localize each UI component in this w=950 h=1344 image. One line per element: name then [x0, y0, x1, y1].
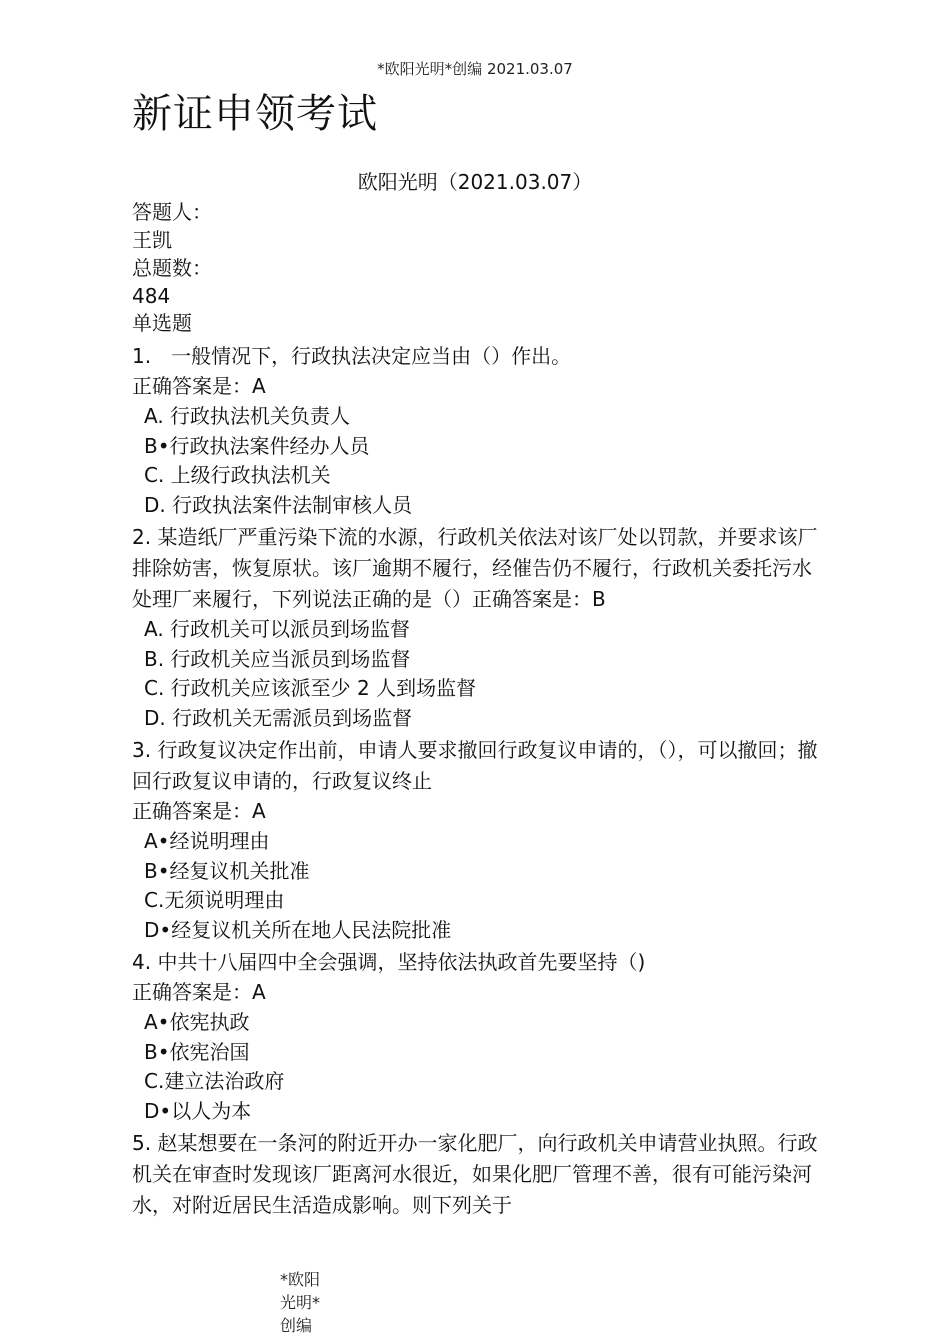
document-title: 新证申领考试	[132, 91, 378, 137]
option-d: D. 行政执法案件法制审核人员	[144, 492, 413, 517]
option-b: B•依宪治国	[144, 1039, 250, 1064]
option-a: A. 行政执法机关负责人	[144, 404, 351, 428]
question-text: 2. 某造纸厂严重污染下流的水源，行政机关依法对该厂处以罚款，并要求该厂排除妨害，恢复原状。该厂逾期不履行，经催告仍不履行，行政机关委托污水处理厂来履行，下列说法正确的是（）正确答案是：B	[132, 525, 818, 611]
option-a: A•经说明理由	[144, 829, 270, 853]
correct-answer: 正确答案是：A	[132, 374, 266, 398]
question-5	[132, 1128, 822, 1221]
question-4	[132, 947, 822, 1126]
question-text: 3. 行政复议决定作出前，申请人要求撤回行政复议申请的，（），可以撤回；撤回行政复议申请的，行政复议终止	[132, 738, 818, 793]
total-label: 总题数：	[132, 256, 212, 280]
section-label: 单选题	[132, 311, 192, 335]
footer-note: *欧阳光明*创编	[280, 1270, 321, 1335]
option-a: A. 行政机关可以派员到场监督	[144, 617, 411, 641]
option-a: A•依宪执政	[144, 1010, 250, 1034]
header-note: *欧阳光明*创编 2021.03.07	[377, 60, 573, 78]
option-c: C. 行政机关应该派至少 2 人到场监督	[144, 676, 477, 700]
question-1	[132, 341, 822, 520]
respondent-value: 王凯	[132, 228, 172, 252]
author-line: 欧阳光明（2021.03.07）	[357, 170, 593, 194]
respondent-label: 答题人：	[132, 200, 212, 224]
option-d: D. 行政机关无需派员到场监督	[144, 705, 413, 730]
option-b: B•行政执法案件经办人员	[144, 433, 370, 458]
correct-answer: 正确答案是：A	[132, 980, 266, 1004]
total-value: 484	[132, 284, 171, 308]
option-b: B•经复议机关批准	[144, 858, 310, 883]
question-3	[132, 735, 822, 945]
question-text: 4. 中共十八届四中全会强调，坚持依法执政首先要坚持（)	[132, 950, 646, 974]
question-text: 1. 一般情况下，行政执法决定应当由（）作出。	[132, 344, 572, 368]
question-2	[132, 522, 822, 733]
option-c: C.无须说明理由	[144, 888, 285, 912]
correct-answer: 正确答案是：A	[132, 799, 266, 823]
option-c: C.建立法治政府	[144, 1069, 285, 1093]
option-c: C. 上级行政执法机关	[144, 463, 331, 487]
option-b: B. 行政机关应当派员到场监督	[144, 646, 411, 671]
document-body	[132, 198, 822, 1221]
option-d: D•经复议机关所在地人民法院批准	[144, 917, 452, 942]
option-d: D•以人为本	[144, 1098, 252, 1123]
question-text: 5. 赵某想要在一条河的附近开办一家化肥厂，向行政机关申请营业执照。行政机关在审查时发现该厂距离河水很近，如果化肥厂管理不善，很有可能污染河水，对附近居民生活造成影响。则下列关于	[132, 1131, 818, 1217]
